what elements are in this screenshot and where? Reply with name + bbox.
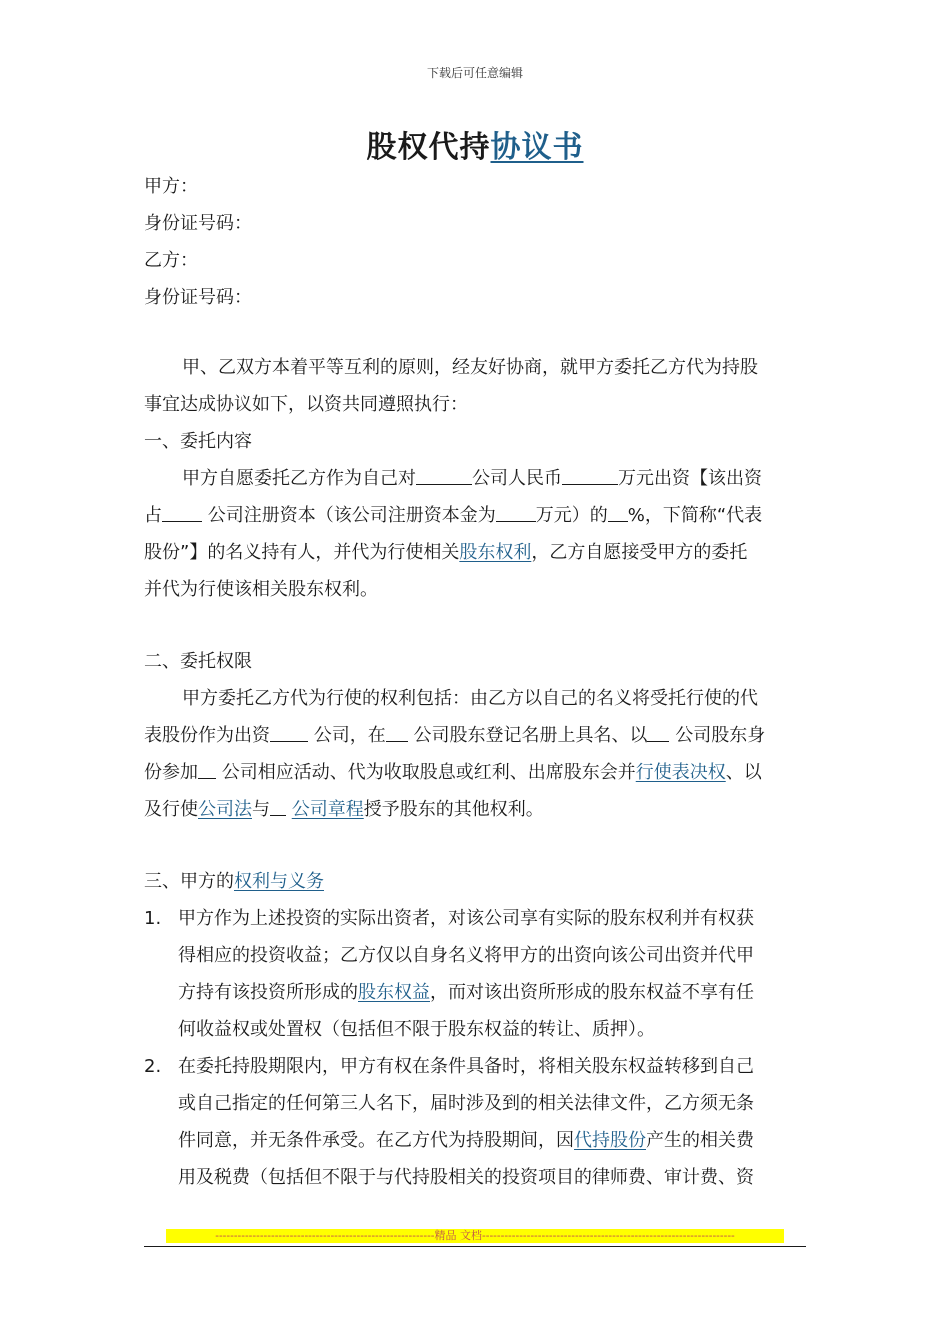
text-span: 公司股东登记名册上具名、以 [407,725,648,746]
party-b-label: 乙方： [144,250,198,271]
section1-line [144,497,806,534]
section2-line [144,754,806,791]
blank-field [270,797,286,816]
text-span: 公司注册资本（该公司注册资本金为 [202,505,496,526]
text-span: ，乙方自愿接受甲方的委托 [531,542,748,563]
section2-heading: 二、委托权限 [144,651,252,672]
document-title [0,122,950,166]
list-item [144,1048,806,1196]
text-span: 份参加 [144,762,198,783]
list-item-line: 甲方作为上述投资的实际出资者，对该公司享有实际的股东权利并有权获 [178,908,754,929]
title-link[interactable]: 协议书 [490,130,584,165]
list-item-number: 2. [144,1056,162,1077]
text-span: 授予股东的其他权利。 [363,799,544,820]
blank-field [416,466,472,485]
text-span: 、以 [725,762,762,783]
text-span: 三、甲方的 [144,871,234,892]
rights-obligations-link[interactable]: 权利与义务 [234,871,324,892]
party-a-id-label: 身份证号码： [144,213,252,234]
section2-block [144,643,806,828]
text-span: 及行使 [144,799,198,820]
blank-field [198,760,216,779]
blank-field [270,723,308,742]
text-span: 方持有该投资所形成的 [178,982,358,1003]
party-a-label: 甲方： [144,176,198,197]
text-span: ，而对该出资所形成的股东权益不享有任 [430,982,754,1003]
title-text: 股权代持 [366,130,491,165]
text-span: %，下简称“代表 [627,505,763,526]
intro-paragraph [144,349,806,608]
shareholder-equity-link[interactable]: 股东权益 [358,982,430,1003]
text-span: 万元出资【该出资 [618,468,762,489]
text-span: 万元）的 [535,505,608,526]
section2-line: 甲方委托乙方代为行使的权利包括：由乙方以自己的名义将受托行使的代 [182,688,758,709]
intro-line: 甲、乙双方本着平等互利的原则，经友好协商，就甲方委托乙方代为持股 [182,357,758,378]
list-item-line: 得相应的投资收益；乙方仅以自身名义将甲方的出资向该公司出资并代甲 [178,945,754,966]
text-span: 公司相应活动、代为收取股息或红利、出席股东会并 [216,762,636,783]
section1-line [144,460,806,497]
list-item-number: 1. [144,908,162,929]
blank-field [162,503,202,522]
footer-divider [144,1246,806,1247]
intro-line: 事宜达成协议如下，以资共同遵照执行： [144,394,468,415]
section2-line [144,717,806,754]
text-span: 占 [144,505,162,526]
parties-block [144,168,806,316]
footer-watermark-band: -----------------------------------------------------------精品 文档-------------------------------------------------------------------- [166,1229,784,1243]
text-span: 公司，在 [308,725,386,746]
company-law-link[interactable]: 公司法 [198,799,252,820]
text-span: 表股份作为出资 [144,725,270,746]
text-span: 甲方自愿委托乙方作为自己对 [182,468,416,489]
shareholder-rights-link[interactable]: 股东权利 [459,542,532,563]
section1-heading: 一、委托内容 [144,431,252,452]
blank-field [647,723,669,742]
list-item-line: 或自己指定的任何第三人名下，届时涉及到的相关法律文件，乙方须无条 [178,1093,754,1114]
text-span: 与 [252,799,270,820]
party-b-id-label: 身份证号码： [144,287,252,308]
nominee-shares-link[interactable]: 代持股份 [574,1130,646,1151]
voting-rights-link[interactable]: 行使表决权 [635,762,726,783]
section2-line [144,791,806,828]
text-span: 件同意，并无条件承受。在乙方代为持股期间，因 [178,1130,574,1151]
list-item-line: 用及税费（包括但不限于与代持股相关的投资项目的律师费、审计费、资 [178,1167,754,1188]
articles-of-association-link[interactable]: 公司章程 [291,799,364,820]
section1-line: 并代为行使该相关股东权利。 [144,579,378,600]
section1-line [144,534,806,571]
text-span: 产生的相关费 [646,1130,754,1151]
text-span: 股份”】的名义持有人，并代为行使相关 [144,542,460,563]
blank-field [496,503,536,522]
list-item-line [178,974,806,1011]
list-item-line [178,1122,806,1159]
page-header-note: 下载后可任意编辑 [426,66,523,80]
blank-field [562,466,618,485]
text-span: 公司人民币 [472,468,562,489]
list-item-line: 在委托持股期限内，甲方有权在条件具备时，将相关股东权益转移到自己 [178,1056,754,1077]
section3-block [144,863,806,1196]
text-span: 公司股东身 [669,725,766,746]
list-item [144,900,806,1048]
blank-field [386,723,408,742]
blank-field [608,503,628,522]
section3-heading [144,863,806,900]
list-item-line: 何收益权或处置权（包括但不限于股东权益的转让、质押）。 [178,1019,655,1040]
